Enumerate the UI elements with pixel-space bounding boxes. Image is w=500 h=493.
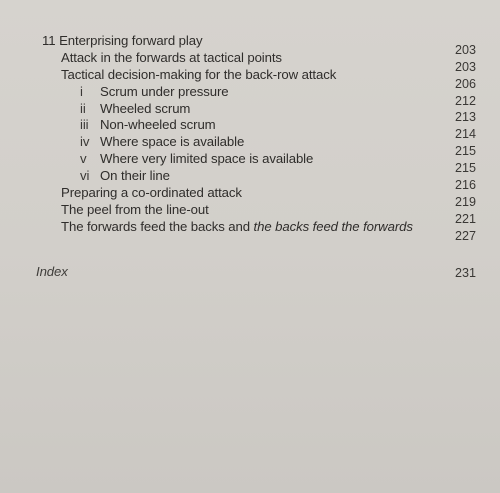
toc-subentry: [80, 117, 216, 133]
roman-numeral: ii: [80, 101, 86, 116]
toc-entry: [61, 219, 413, 235]
page-number: 206: [454, 77, 476, 91]
index-page-number: 231: [454, 266, 476, 280]
roman-numeral: i: [80, 84, 83, 99]
toc-entry-title: Tactical decision-making for the back-row attack: [61, 67, 337, 82]
toc-subentry: [80, 134, 244, 150]
toc-entry-title: The forwards feed the backs and: [61, 219, 254, 234]
toc-entry: [61, 50, 282, 66]
roman-numeral: iii: [80, 117, 89, 132]
toc-entry: [61, 185, 242, 201]
toc-subentry: [80, 168, 170, 184]
chapter-heading: [42, 33, 202, 49]
page-number: 215: [454, 144, 476, 158]
page-number: 216: [454, 178, 476, 192]
toc-entry-title: Non-wheeled scrum: [100, 117, 216, 132]
page-number: 219: [454, 195, 476, 209]
chapter-number: 11: [42, 33, 56, 48]
index-label: Index: [36, 264, 68, 279]
toc-entry-title: The peel from the line-out: [61, 202, 209, 217]
roman-numeral: v: [80, 151, 87, 166]
toc-entry-title: Scrum under pressure: [100, 84, 229, 99]
toc-subentry: [80, 84, 228, 100]
page-number: 213: [454, 110, 476, 124]
page-number: 215: [454, 161, 476, 175]
toc-subentry: [80, 151, 313, 167]
toc-subentry: [80, 101, 190, 117]
roman-numeral: vi: [80, 168, 90, 183]
toc-entry-title: Where very limited space is available: [100, 151, 314, 166]
chapter-title: Enterprising forward play: [59, 33, 203, 48]
roman-numeral: iv: [80, 134, 90, 149]
toc-entry-title: Attack in the forwards at tactical points: [61, 50, 282, 65]
toc-entry: [61, 67, 336, 83]
page-number: 203: [454, 60, 476, 74]
toc-entry-title: Preparing a co-ordinated attack: [61, 185, 242, 200]
toc-entry-title: Where space is available: [100, 134, 245, 149]
toc-entry-title: Wheeled scrum: [100, 101, 191, 116]
toc-entry: [61, 202, 209, 218]
page-number: 203: [454, 43, 476, 57]
toc-entry-title-italic: the backs feed the forwards: [253, 219, 413, 234]
page-number: 212: [454, 94, 476, 108]
page-number: 227: [454, 229, 476, 243]
toc-entry-title: On their line: [100, 168, 170, 183]
page-number: 214: [454, 127, 476, 141]
page-number: 221: [454, 212, 476, 226]
